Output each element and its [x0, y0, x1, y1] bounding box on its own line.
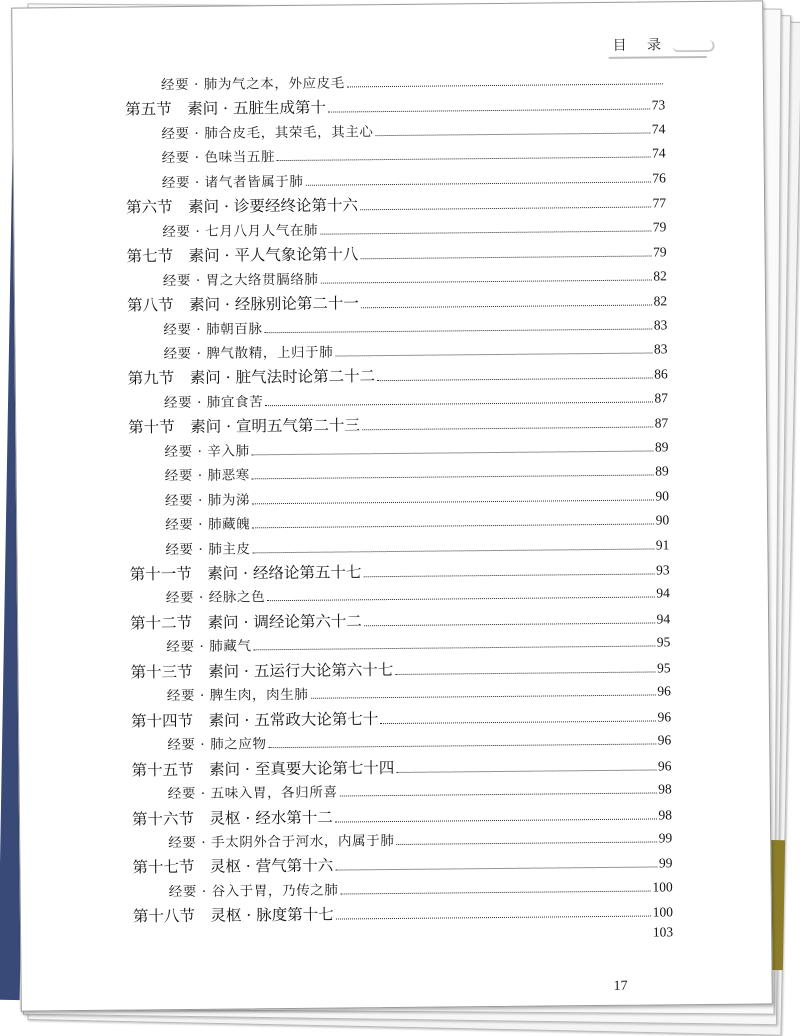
toc-page-number: 76	[652, 170, 666, 186]
table-of-contents	[12, 1, 772, 1010]
toc-section-row[interactable]	[130, 606, 670, 633]
toc-page-number: 89	[654, 439, 669, 455]
toc-page-number: 87	[654, 415, 669, 431]
dot-leader	[267, 597, 654, 602]
toc-label: 第十八节 灵枢 · 脉度第十七	[132, 905, 334, 926]
page-number: 17	[613, 978, 628, 994]
toc-label: 经要 · 肺恶寒	[164, 467, 250, 485]
toc-label: 经要 · 诸气者皆属于肺	[161, 173, 304, 191]
toc-page-number: 91	[655, 536, 670, 553]
toc-entry-row[interactable]	[166, 631, 670, 658]
dot-leader	[376, 132, 650, 136]
dot-leader	[360, 207, 651, 211]
toc-page-number: 103	[652, 924, 674, 940]
toc-label: 经要 · 肺藏魄	[165, 516, 251, 534]
toc-label: 经要 · 色味当五脏	[161, 149, 276, 167]
toc-page-number: 99	[658, 855, 673, 871]
toc-section-row[interactable]	[126, 239, 666, 266]
toc-page-number: 82	[653, 267, 667, 284]
dot-leader	[310, 695, 655, 699]
dot-leader	[363, 573, 654, 577]
toc-page-number: 96	[657, 683, 671, 699]
dot-leader	[360, 256, 651, 260]
toc-label: 第七节 素问 · 平人气象论第十八	[126, 245, 359, 266]
toc-trailer-row[interactable]	[621, 924, 673, 946]
toc-page-number: 83	[653, 341, 668, 357]
dot-leader	[252, 499, 653, 504]
toc-section-row[interactable]	[132, 851, 672, 878]
dot-leader	[254, 646, 655, 651]
toc-label: 经要 · 辛入肺	[164, 443, 250, 460]
toc-page-number: 96	[657, 732, 672, 748]
toc-section-row[interactable]	[130, 655, 670, 682]
dot-leader	[335, 867, 657, 871]
toc-page-number: 98	[658, 781, 672, 797]
toc-label: 经要 · 五味入胃，各归所喜	[167, 784, 338, 803]
toc-entry-row[interactable]	[162, 166, 666, 193]
toc-page-number: 82	[653, 293, 668, 309]
toc-page-number: 83	[653, 316, 668, 332]
dot-leader	[269, 744, 656, 749]
toc-page-number: 90	[655, 487, 669, 504]
toc-label: 经要 · 肺藏气	[166, 638, 252, 656]
dot-leader	[347, 83, 663, 87]
toc-label: 经要 · 肺合皮毛，其荣毛，其主心	[161, 124, 374, 143]
toc-section-row[interactable]	[127, 288, 667, 315]
toc-page-number: 95	[656, 660, 671, 676]
toc-label: 第十六节 灵枢 · 经水第十二	[131, 808, 333, 829]
toc-page-number: 79	[652, 219, 667, 235]
toc-label: 第十二节 素问 · 调经论第六十二	[130, 612, 362, 633]
toc-entry-row[interactable]	[165, 533, 669, 560]
toc-page-number: 74	[652, 145, 666, 161]
dot-leader	[328, 109, 650, 113]
toc-label: 第十四节 素问 · 五常政大论第七十	[130, 709, 379, 731]
dot-leader	[252, 475, 653, 480]
dot-leader	[305, 181, 650, 185]
dot-leader	[340, 793, 657, 797]
toc-entry-row[interactable]	[164, 435, 668, 462]
toc-entry-row[interactable]	[169, 875, 673, 902]
toc-entry-row[interactable]	[165, 460, 669, 487]
toc-section-row[interactable]	[126, 191, 666, 218]
toc-entry-row[interactable]	[165, 484, 669, 511]
dot-leader	[335, 818, 657, 822]
dot-leader	[380, 720, 655, 724]
toc-entry-row[interactable]	[162, 215, 666, 242]
toc-page-number: 99	[658, 830, 673, 846]
toc-page-number: 79	[653, 244, 667, 260]
toc-page-number: 93	[656, 562, 670, 578]
toc-label: 经要 · 脾生肉，肉生肺	[166, 687, 309, 705]
toc-label: 第十五节 素问 · 至真要大论第七十四	[131, 758, 395, 780]
toc-entry-row[interactable]	[163, 264, 667, 291]
toc-section-row[interactable]	[132, 802, 672, 829]
toc-page-number: 74	[651, 121, 666, 137]
toc-label: 第十七节 灵枢 · 营气第十六	[132, 856, 334, 877]
toc-entry-row[interactable]	[162, 142, 666, 169]
toc-label: 经要 · 手太阴外合于河水，内属于肺	[168, 832, 395, 852]
toc-page-number: 96	[657, 709, 672, 725]
dot-leader	[377, 378, 652, 382]
toc-entry-row[interactable]	[167, 728, 671, 755]
toc-section-row[interactable]	[128, 411, 668, 438]
toc-entry-row[interactable]	[164, 386, 668, 413]
toc-label: 经要 · 谷入于胃，乃传之肺	[168, 882, 339, 901]
dot-leader	[336, 916, 651, 920]
toc-page-number: 98	[658, 806, 673, 822]
toc-label: 经要 · 肺主皮	[165, 540, 251, 558]
toc-page-number: 90	[655, 512, 670, 528]
toc-page-number: 94	[656, 585, 670, 601]
toc-page	[11, 0, 773, 1011]
toc-page-number: 87	[654, 390, 669, 406]
dot-leader	[362, 427, 653, 431]
toc-page-number: 86	[654, 366, 668, 382]
dot-leader	[252, 524, 653, 529]
toc-label: 经要 · 肺之应物	[167, 736, 267, 754]
toc-entry-row[interactable]	[165, 508, 669, 535]
toc-label: 第五节 素问 · 五脏生成第十	[125, 99, 327, 119]
toc-label: 第九节 素问 · 脏气法时论第二十二	[127, 367, 376, 388]
dot-leader	[396, 769, 656, 772]
toc-label: 经要 · 经脉之色	[165, 589, 266, 607]
toc-page-number: 95	[656, 634, 671, 650]
toc-section-row[interactable]	[130, 557, 670, 584]
toc-section-row[interactable]	[128, 362, 668, 389]
dot-leader	[321, 279, 652, 283]
toc-label: 经要 · 七月八月人气在肺	[162, 222, 319, 240]
toc-page-number: 96	[657, 757, 672, 774]
toc-entry-row[interactable]	[161, 68, 665, 95]
toc-label: 第十节 素问 · 宣明五气第二十三	[128, 416, 361, 437]
toc-entry-row[interactable]	[161, 117, 665, 144]
toc-page-number: 89	[655, 463, 669, 479]
dot-leader	[340, 890, 650, 894]
toc-section-row[interactable]	[125, 93, 665, 120]
dot-leader	[396, 841, 656, 844]
toc-label: 第十三节 素问 · 五运行大论第六十七	[130, 660, 394, 682]
toc-entry-row[interactable]	[163, 313, 667, 340]
header-title: 目 录	[612, 37, 670, 54]
toc-page-number: 77	[652, 195, 667, 211]
dot-leader	[253, 548, 654, 553]
dot-leader	[364, 622, 655, 626]
toc-label: 经要 · 肺为气之本，外应皮毛	[160, 75, 345, 94]
dot-leader	[335, 352, 652, 356]
toc-page-number: 94	[656, 611, 671, 627]
dot-leader	[277, 157, 650, 162]
toc-entry-row[interactable]	[168, 777, 672, 804]
toc-section-row[interactable]	[133, 900, 673, 927]
dot-leader	[265, 401, 652, 406]
dot-leader	[395, 671, 655, 674]
toc-label: 经要 · 脾气散精，上归于肺	[163, 344, 334, 363]
toc-label: 第六节 素问 · 诊要经终论第十六	[126, 196, 358, 217]
toc-page-number: 100	[652, 879, 673, 895]
toc-label: 第十一节 素问 · 经络论第五十七	[129, 563, 362, 584]
toc-entry-row[interactable]	[167, 680, 671, 707]
dot-leader	[361, 305, 652, 309]
toc-label: 经要 · 肺为涕	[164, 492, 251, 509]
toc-entry-row[interactable]	[166, 582, 670, 609]
dot-leader	[265, 328, 652, 333]
toc-page-number: 100	[652, 904, 673, 920]
toc-section-row[interactable]	[131, 704, 671, 731]
toc-page-number: 73	[651, 97, 666, 113]
toc-section-row[interactable]	[131, 753, 671, 780]
toc-label: 经要 · 肺朝百脉	[163, 320, 263, 338]
toc-entry-row[interactable]	[168, 826, 672, 853]
toc-label: 经要 · 肺宜食苦	[163, 394, 264, 412]
toc-label: 第八节 素问 · 经脉别论第二十一	[126, 294, 359, 315]
toc-entry-row[interactable]	[163, 337, 667, 364]
dot-leader	[320, 230, 651, 234]
dot-leader	[252, 450, 653, 455]
toc-label: 经要 · 胃之大络贯膈络肺	[162, 271, 319, 289]
